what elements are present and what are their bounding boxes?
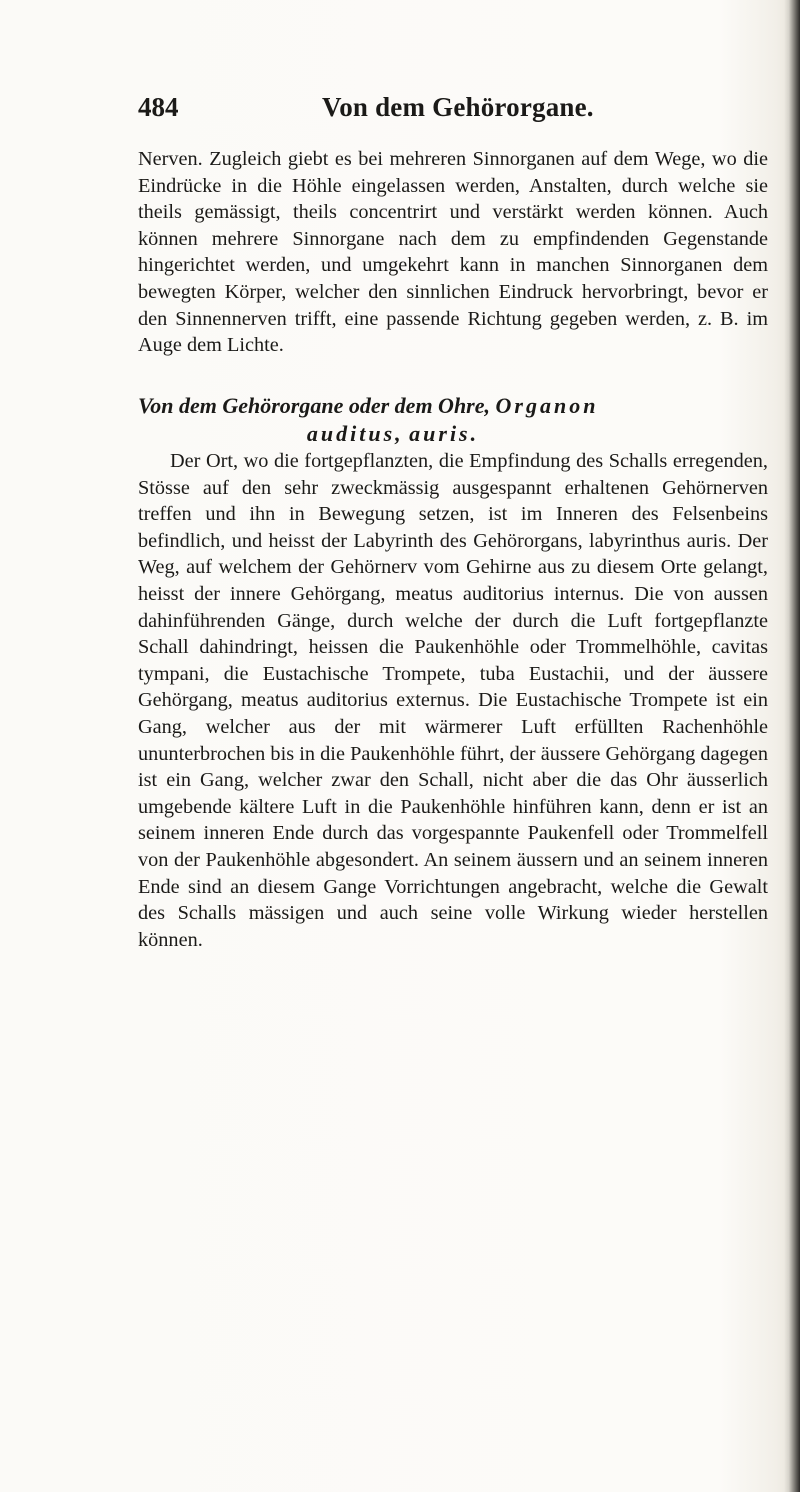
section-heading-german: Von dem Gehörorgane oder dem Ohre, [138,393,491,418]
section-heading [138,392,768,448]
page-number: 484 [138,92,179,122]
running-head: Von dem Gehörorgane. [322,92,594,122]
section-heading-latin-auris: auris. [409,421,480,446]
page-binding-edge [784,0,800,1492]
paragraph-intro: Nerven. Zugleich giebt es bei mehreren Sinnorganen auf dem Wege, wo die Eindrücke in die Höhle eingelassen werden, Anstalten, durch welche sie theils gemässigt, theils concentrirt und verstärkt werden können. Auch können mehrere Sinnorgane nach dem zu empfindenden Gegenstande hingerichtet werden, und umgekehrt kann in manchen Sinnorganen dem bewegten Körper, welcher den sinnlichen Eindruck hervorbringt, bevor er den Sinnennerven trifft, eine passende Richtung gegeben werden, z. B. im Auge dem Lichte. [138,148,768,357]
section-heading-latin-auditus: auditus, [306,421,404,446]
section-heading-latin-organon: Organon [495,393,599,418]
section-heading-line-1 [138,392,768,420]
section-heading-line-2 [138,420,768,448]
page-header [138,92,778,126]
paragraph-labyrinth: Der Ort, wo die fortgepflanzten, die Empfindung des Schalls erregenden, Stösse auf den sehr zweckmässig ausgespannt erhaltenen Gehörnerven treffen und ihn in Bewegung setzen, ist im Inneren des Felsenbeins befindlich, und heisst der Labyrinth des Gehörorgans, labyrinthus auris. Der Weg, auf welchem der Gehörnerv vom Gehirne aus zu diesem Orte gelangt, heisst der innere Gehörgang, meatus auditorius internus. Die von aussen dahinführenden Gänge, durch welche der durch die Luft fortgepflanzte Schall dahindringt, heissen die Paukenhöhle oder Trommelhöhle, cavitas tympani, die Eustachische Trompete, tuba Eustachii, und der äussere Gehörgang, meatus auditorius externus. Die Eustachische Trompete ist ein Gang, welcher aus der mit wärmerer Luft erfüllten Rachenhöhle ununterbrochen bis in die Paukenhöhle führt, der äussere Gehörgang dagegen ist ein Gang, welcher zwar den Schall, nicht aber die das Ohr äusserlich umgebende kältere Luft in die Paukenhöhle hinführen kann, denn er ist an seinem inneren Ende durch das vorgespannte Paukenfell oder Trommelfell von der Paukenhöhle abgesondert. An seinem äussern und an seinem inneren Ende sind an diesem Gange Vorrichtungen angebracht, welche die Gewalt des Schalls mässigen und auch seine volle Wirkung wieder herstellen können. [138,450,768,951]
